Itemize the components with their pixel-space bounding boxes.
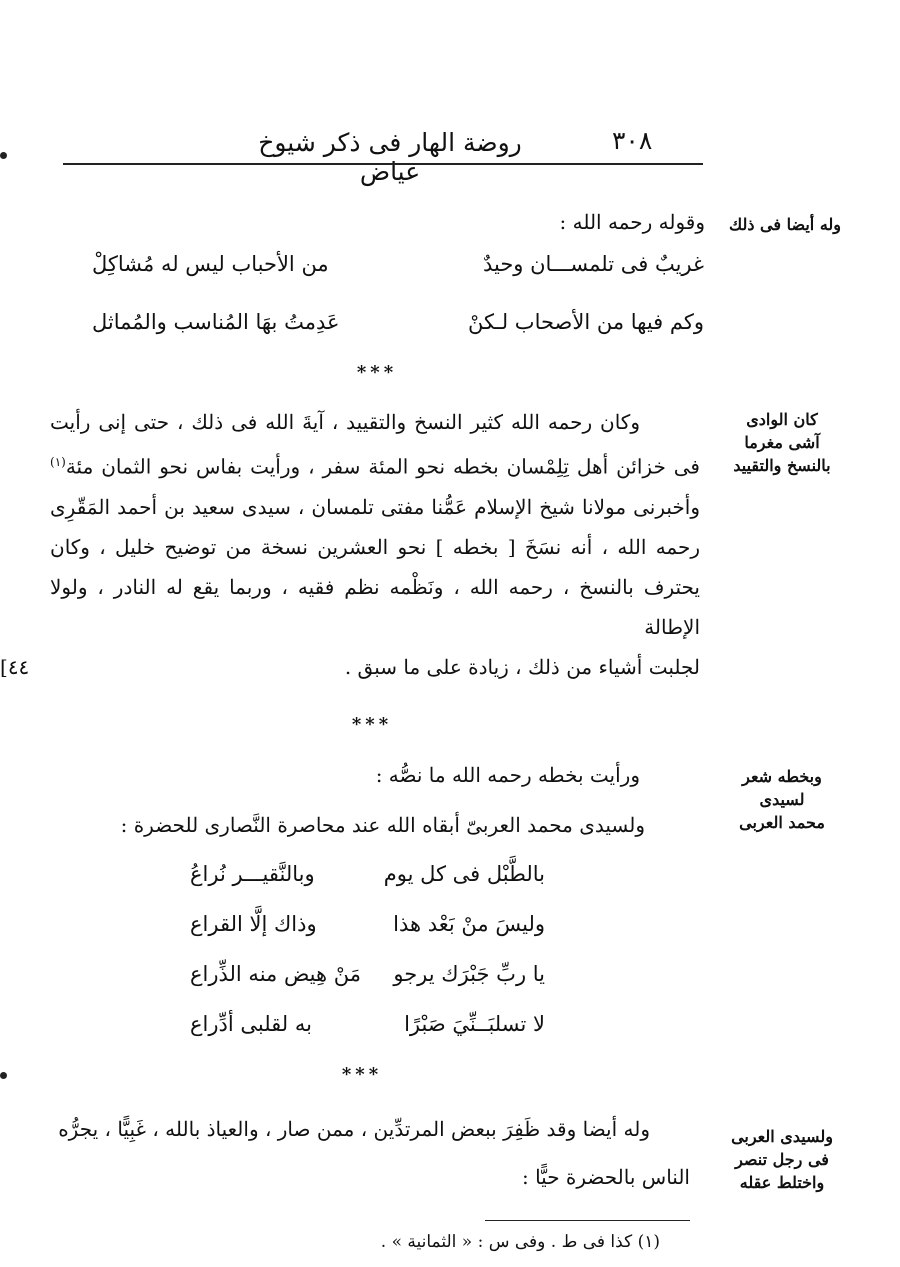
margin-note-line: وبخطه شعر xyxy=(742,767,822,786)
verse-hemistich-second: مَنْ هِيض منه الذِّراع xyxy=(190,962,362,986)
verse-hemistich-second: وذاك إلَّا القراع xyxy=(190,912,317,936)
verse-hemistich-first: بالطَّبْل فى كل يوم xyxy=(383,862,545,886)
text-line: يحترف بالنسخ ، رحمه الله ، ونَظْمه نظم فقيه ، وربما يقع له النادر ، ولولا الإطالة xyxy=(50,574,700,639)
margin-note-line: فى رجل تنصر xyxy=(735,1150,829,1169)
verse-hemistich-second: من الأحباب ليس له مُشاكِلْ xyxy=(92,252,329,276)
verse-hemistich-first: وكم فيها من الأصحاب لـكنْ xyxy=(467,310,704,334)
text-line: فى خزائن أهل تِلِمْسان بخطه نحو المئة سفر ، ورأيت بفاس نحو الثمان مئة$^{(١)}$ xyxy=(50,454,700,479)
text-line: رحمه الله ، أنه نسَخَ [ بخطه ] نحو العشرين نسخة من توضيح خليل ، وكان xyxy=(50,534,700,559)
verse-hemistich-second: به لقلبى أدِّراع xyxy=(190,1012,312,1036)
section2-body xyxy=(50,402,700,687)
footnote-marker: (١) xyxy=(50,455,66,469)
margin-note-line: بالنسخ والتقييد xyxy=(733,456,831,475)
margin-bracket: [٤٤ xyxy=(0,655,30,679)
text-line: وأخبرنى مولانا شيخ الإسلام عَمُّنا مفتى تلمسان ، سيدى سعيد بن أحمد المَقّرِى xyxy=(50,494,700,519)
margin-note-line: واختلط عقله xyxy=(739,1173,825,1192)
verse-hemistich-first: لا تسلبَــنِّيَ صَبْرًا xyxy=(404,1012,545,1036)
margin-note-line: محمد العربى xyxy=(739,813,825,832)
verse-hemistich-first: غريبٌ فى تلمســـان وحيدٌ xyxy=(482,252,704,276)
header-rule xyxy=(63,163,703,165)
section4-line: وله أيضا وقد ظَفِرَ ببعض المرتدِّين ، ممن صار ، والعياذ بالله ، غَبِيًّا ، يجرُّه xyxy=(58,1117,650,1141)
edge-dot xyxy=(0,1072,7,1079)
margin-note-line: ولسيدى العربى xyxy=(731,1127,833,1146)
footnote-rule xyxy=(485,1220,690,1221)
margin-note-2 xyxy=(722,408,842,477)
verse-line xyxy=(190,862,545,886)
footnote: (١) كذا فى ط . وفى س : « الثمانية » . xyxy=(380,1232,660,1252)
margin-note-4 xyxy=(722,1125,842,1194)
margin-note-line: لسيدى xyxy=(759,790,805,809)
section4-line: الناس بالحضرة حيًّا : xyxy=(521,1165,690,1189)
verse-hemistich-first: وليسَ منْ بَعْد هذا xyxy=(393,912,545,936)
margin-note-line: كان الوادى xyxy=(746,410,818,429)
verse-line xyxy=(190,912,545,936)
verse-line xyxy=(190,962,545,986)
section3-line: ولسيدى محمد العربىّ أبقاه الله عند محاصرة النَّصارى للحضرة : xyxy=(120,813,645,837)
running-header-title: روضة الهار فى ذكر شيوخ عياض xyxy=(258,128,522,186)
edge-dot xyxy=(0,152,7,159)
verse-hemistich-first: يا ربِّ جَبْرَك يرجو xyxy=(393,962,545,986)
verse-line xyxy=(92,310,704,334)
page-number: ٣٠٨ xyxy=(612,126,653,155)
verse-line xyxy=(92,252,704,276)
margin-note-line: آشى مغرما xyxy=(744,433,820,452)
margin-note-3 xyxy=(722,765,842,834)
section1-intro: وقوله رحمه الله : xyxy=(559,210,705,234)
verse-line xyxy=(190,1012,545,1036)
verse-hemistich-second: وبالنَّقيـــر نُراعُ xyxy=(190,862,315,886)
section-divider: *** xyxy=(356,362,398,383)
verse-hemistich-second: عَدِمتُ بهَا المُناسب والمُماثل xyxy=(92,310,340,334)
text-line: لجلبت أشياء من ذلك ، زيادة على ما سبق . xyxy=(344,654,700,679)
section-divider: *** xyxy=(351,714,393,735)
margin-note-1: وله أيضا فى ذلك xyxy=(728,215,841,234)
section3-intro: ورأيت بخطه رحمه الله ما نصُّه : xyxy=(375,763,640,787)
text-line: وكان رحمه الله كثير النسخ والتقييد ، آيةَ الله فى ذلك ، حتى إنى رأيت xyxy=(50,410,640,434)
section-divider: *** xyxy=(341,1064,383,1085)
